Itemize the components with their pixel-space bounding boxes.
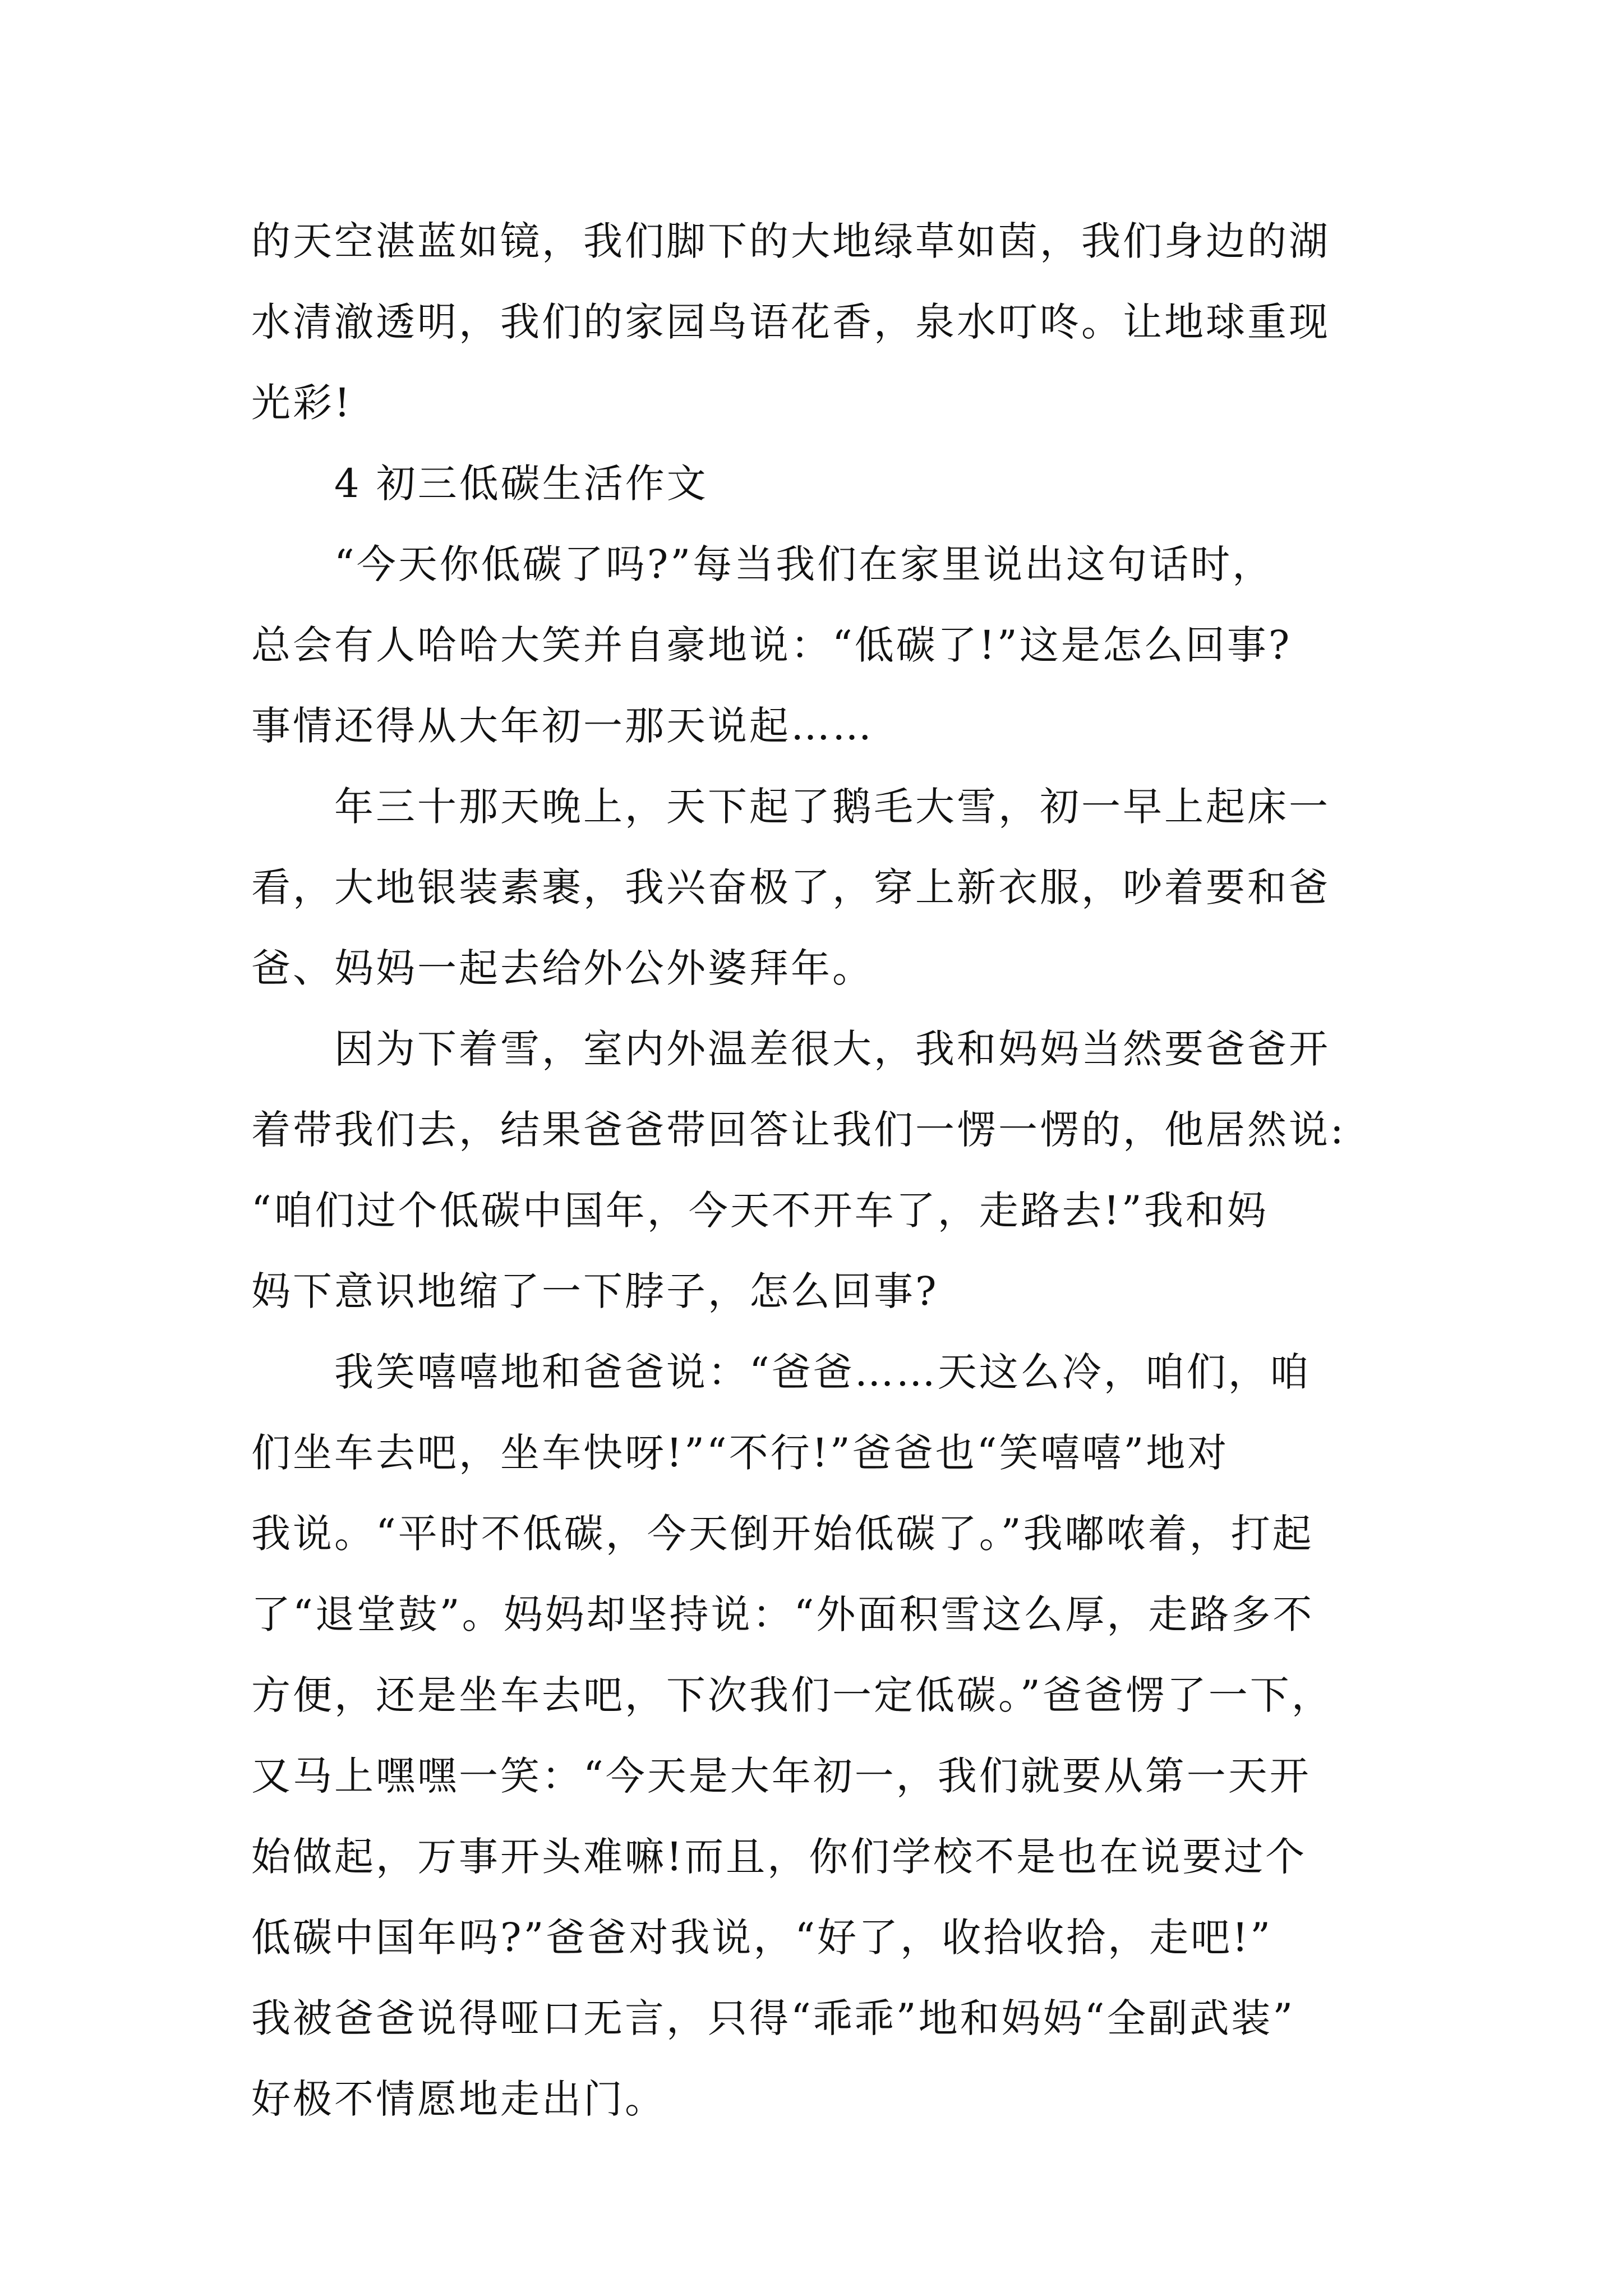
text-line: 始做起，万事开头难嘛!而且，你们学校不是也在说要过个 <box>251 1834 1307 1880</box>
text-line: 了“退堂鼓”。妈妈却坚持说：“外面积雪这么厚，走路多不 <box>251 1591 1315 1637</box>
text-line: 我被爸爸说得哑口无言，只得“乖乖”地和妈妈“全副武装” <box>251 1995 1295 2041</box>
body-text <box>251 201 1390 2139</box>
text-line: 的天空湛蓝如镜，我们脚下的大地绿草如茵，我们身边的湖 <box>251 218 1330 264</box>
text-line: 爸、妈妈一起去给外公外婆拜年。 <box>251 945 874 991</box>
text-line: 我说。“平时不低碳，今天倒开始低碳了。”我嘟哝着，打起 <box>251 1511 1314 1557</box>
text-line: “今天你低碳了吗?”每当我们在家里说出这句话时， <box>334 541 1274 587</box>
text-line: 事情还得从大年初一那天说起…… <box>251 703 874 749</box>
text-line: 看，大地银装素裹，我兴奋极了，穿上新衣服，吵着要和爸 <box>251 864 1330 910</box>
text-line: 年三十那天晚上，天下起了鹅毛大雪，初一早上起床一 <box>334 784 1330 830</box>
text-line: “咱们过个低碳中国年，今天不开车了，走路去!”我和妈 <box>251 1188 1269 1234</box>
text-line: 低碳中国年吗?”爸爸对我说，“好了，收拾收拾，走吧!” <box>251 1915 1273 1961</box>
text-line: 又马上嘿嘿一笑：“今天是大年初一，我们就要从第一天开 <box>251 1753 1311 1799</box>
text-line: 们坐车去吧，坐车快呀!”“不行!”爸爸也“笑嘻嘻”地对 <box>251 1430 1229 1476</box>
text-line: 总会有人哈哈大笑并自豪地说：“低碳了!”这是怎么回事? <box>251 622 1292 668</box>
text-line: 妈下意识地缩了一下脖子，怎么回事? <box>251 1268 939 1314</box>
text-line: 方便，还是坐车去吧，下次我们一定低碳。”爸爸愣了一下， <box>251 1672 1333 1718</box>
text-line: 水清澈透明，我们的家园鸟语花香，泉水叮咚。让地球重现 <box>251 299 1330 345</box>
text-line: 光彩! <box>251 380 353 426</box>
section-heading: 4 初三低碳生活作文 <box>334 461 708 507</box>
text-line: 我笑嘻嘻地和爸爸说：“爸爸……天这么冷，咱们，咱 <box>334 1349 1311 1395</box>
text-line: 着带我们去，结果爸爸带回答让我们一愣一愣的，他居然说: <box>251 1107 1346 1153</box>
text-line: 因为下着雪，室内外温差很大，我和妈妈当然要爸爸开 <box>334 1026 1330 1072</box>
text-line: 好极不情愿地走出门。 <box>251 2076 666 2122</box>
